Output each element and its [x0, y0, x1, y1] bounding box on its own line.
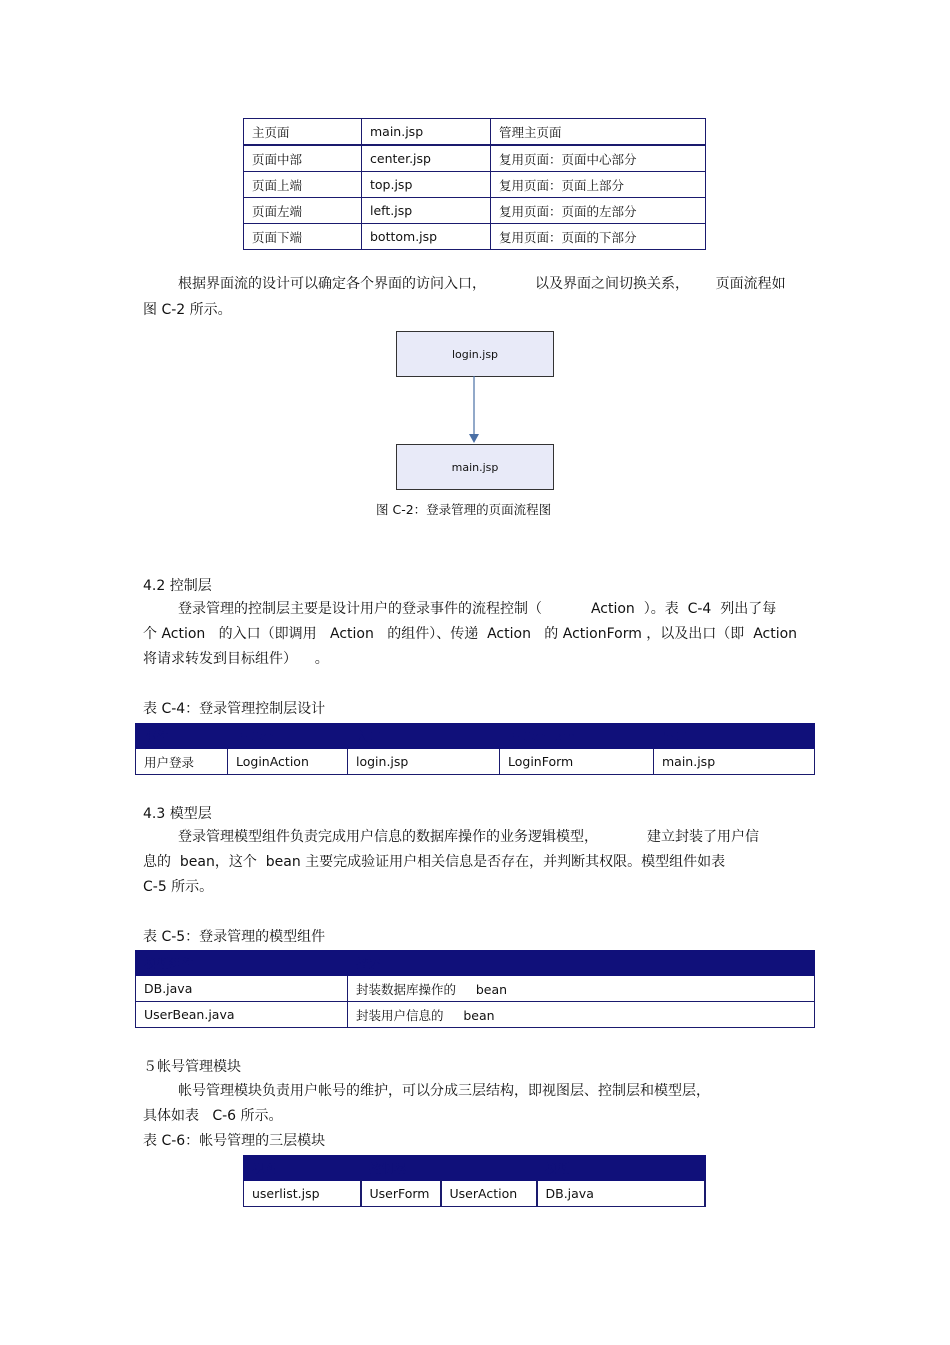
- table-cell: 复用页面：页面的下部分: [491, 224, 706, 250]
- table-cell: main.jsp: [654, 749, 815, 775]
- table-row: [244, 1181, 706, 1207]
- table-cell: 管理主页面: [491, 119, 706, 146]
- section-5-line2: 具体如表 C-6 所示。: [143, 1108, 283, 1124]
- table-cell: userlist.jsp: [244, 1181, 361, 1207]
- section-42-line3: 将请求转发到目标组件） 。: [143, 651, 329, 667]
- flow-box-login: [396, 331, 554, 377]
- flow-box-main-label: main.jsp: [451, 460, 499, 474]
- table-row: [136, 1002, 815, 1028]
- table-header-row: [244, 1156, 706, 1181]
- table-header-row: [136, 724, 815, 749]
- table-cell: left.jsp: [362, 198, 491, 224]
- flow-box-login-label: login.jsp: [451, 347, 499, 361]
- page-table: [243, 118, 706, 250]
- table-header-cell: 控制器: [361, 1156, 441, 1181]
- section-heading-4-2: 4.2 控制层: [143, 578, 212, 594]
- table-header-cell: 事件: [136, 724, 228, 749]
- section-heading-4-3: 4.3 模型层: [143, 806, 212, 822]
- table-cell: 用户登录: [136, 749, 228, 775]
- table-cell: 封装数据库操作的 bean: [348, 976, 815, 1002]
- section-43-line1: 登录管理模型组件负责完成用户信息的数据库操作的业务逻辑模型， 建立封装了用户信: [178, 829, 759, 845]
- flow-paragraph-line1: 根据界面流的设计可以确定各个界面的访问入口， 以及界面之间切换关系， 页面流程如: [178, 276, 786, 292]
- section-43-line2: 息的 bean，这个 bean 主要完成验证用户相关信息是否存在，并判断其权限。模型组件如表: [143, 854, 726, 870]
- table-cell: 页面左端: [244, 198, 362, 224]
- table-row: [244, 145, 706, 172]
- table-row: [244, 172, 706, 198]
- table-cell: 复用页面：页面上部分: [491, 172, 706, 198]
- flow-box-main: [396, 444, 554, 490]
- table-c5-caption: 表 C-5：登录管理的模型组件: [143, 929, 326, 945]
- flow-paragraph-line2: 图 C-2 所示。: [143, 302, 232, 318]
- table-cell: login.jsp: [348, 749, 500, 775]
- table-header-cell: 模型组件: [136, 951, 348, 976]
- table-cell: 页面中部: [244, 145, 362, 172]
- table-cell: UserForm: [361, 1181, 441, 1207]
- figure-caption: 图 C-2：登录管理的页面流程图: [376, 502, 552, 517]
- table-cell: main.jsp: [362, 119, 491, 146]
- table-cell: 复用页面：页面的左部分: [491, 198, 706, 224]
- account-module-table: [243, 1155, 706, 1207]
- section-42-line2: 个 Action 的入口（即调用 Action 的组件）、传递 Action 的 ActionForm ，以及出口（即 Action: [143, 626, 798, 642]
- table-cell: bottom.jsp: [362, 224, 491, 250]
- table-row: [244, 119, 706, 146]
- table-header-cell: ActionForm: [500, 724, 654, 749]
- section-5-line1: 帐号管理模块负责用户帐号的维护，可以分成三层结构，即视图层、控制层和模型层，: [178, 1083, 710, 1099]
- section-42-line1: 登录管理的控制层主要是设计用户的登录事件的流程控制（ Action ）。表 C-4 列出了每: [178, 601, 777, 617]
- table-header-cell: 出口: [654, 724, 815, 749]
- table-c4-caption: 表 C-4：登录管理控制层设计: [143, 701, 326, 717]
- control-layer-table: [135, 723, 815, 775]
- table-row: [136, 749, 815, 775]
- table-header-row: [136, 951, 815, 976]
- table-cell: center.jsp: [362, 145, 491, 172]
- table-c6-caption: 表 C-6：帐号管理的三层模块: [143, 1133, 326, 1149]
- table-row: [244, 224, 706, 250]
- table-header-cell: 视图: [244, 1156, 361, 1181]
- table-cell: 主页面: [244, 119, 362, 146]
- table-cell: 页面下端: [244, 224, 362, 250]
- section-43-line3: C-5 所示。: [143, 879, 214, 895]
- table-header-cell: 描述: [348, 951, 815, 976]
- table-row: [136, 976, 815, 1002]
- model-component-table: [135, 950, 815, 1028]
- section-heading-5: ５帐号管理模块: [143, 1059, 241, 1075]
- table-cell: top.jsp: [362, 172, 491, 198]
- table-header-cell: Action: [228, 724, 348, 749]
- table-cell: UserAction: [441, 1181, 537, 1207]
- flow-arrow: [466, 376, 482, 446]
- table-header-cell: 入口: [348, 724, 500, 749]
- table-header-cell: 模型: [537, 1156, 706, 1181]
- table-cell: 复用页面：页面中心部分: [491, 145, 706, 172]
- table-cell: UserBean.java: [136, 1002, 348, 1028]
- table-cell: 封装用户信息的 bean: [348, 1002, 815, 1028]
- table-cell: DB.java: [136, 976, 348, 1002]
- table-row: [244, 198, 706, 224]
- table-cell: LoginForm: [500, 749, 654, 775]
- table-cell: LoginAction: [228, 749, 348, 775]
- table-cell: DB.java: [537, 1181, 706, 1207]
- table-cell: 页面上端: [244, 172, 362, 198]
- table-header-cell: [441, 1156, 537, 1181]
